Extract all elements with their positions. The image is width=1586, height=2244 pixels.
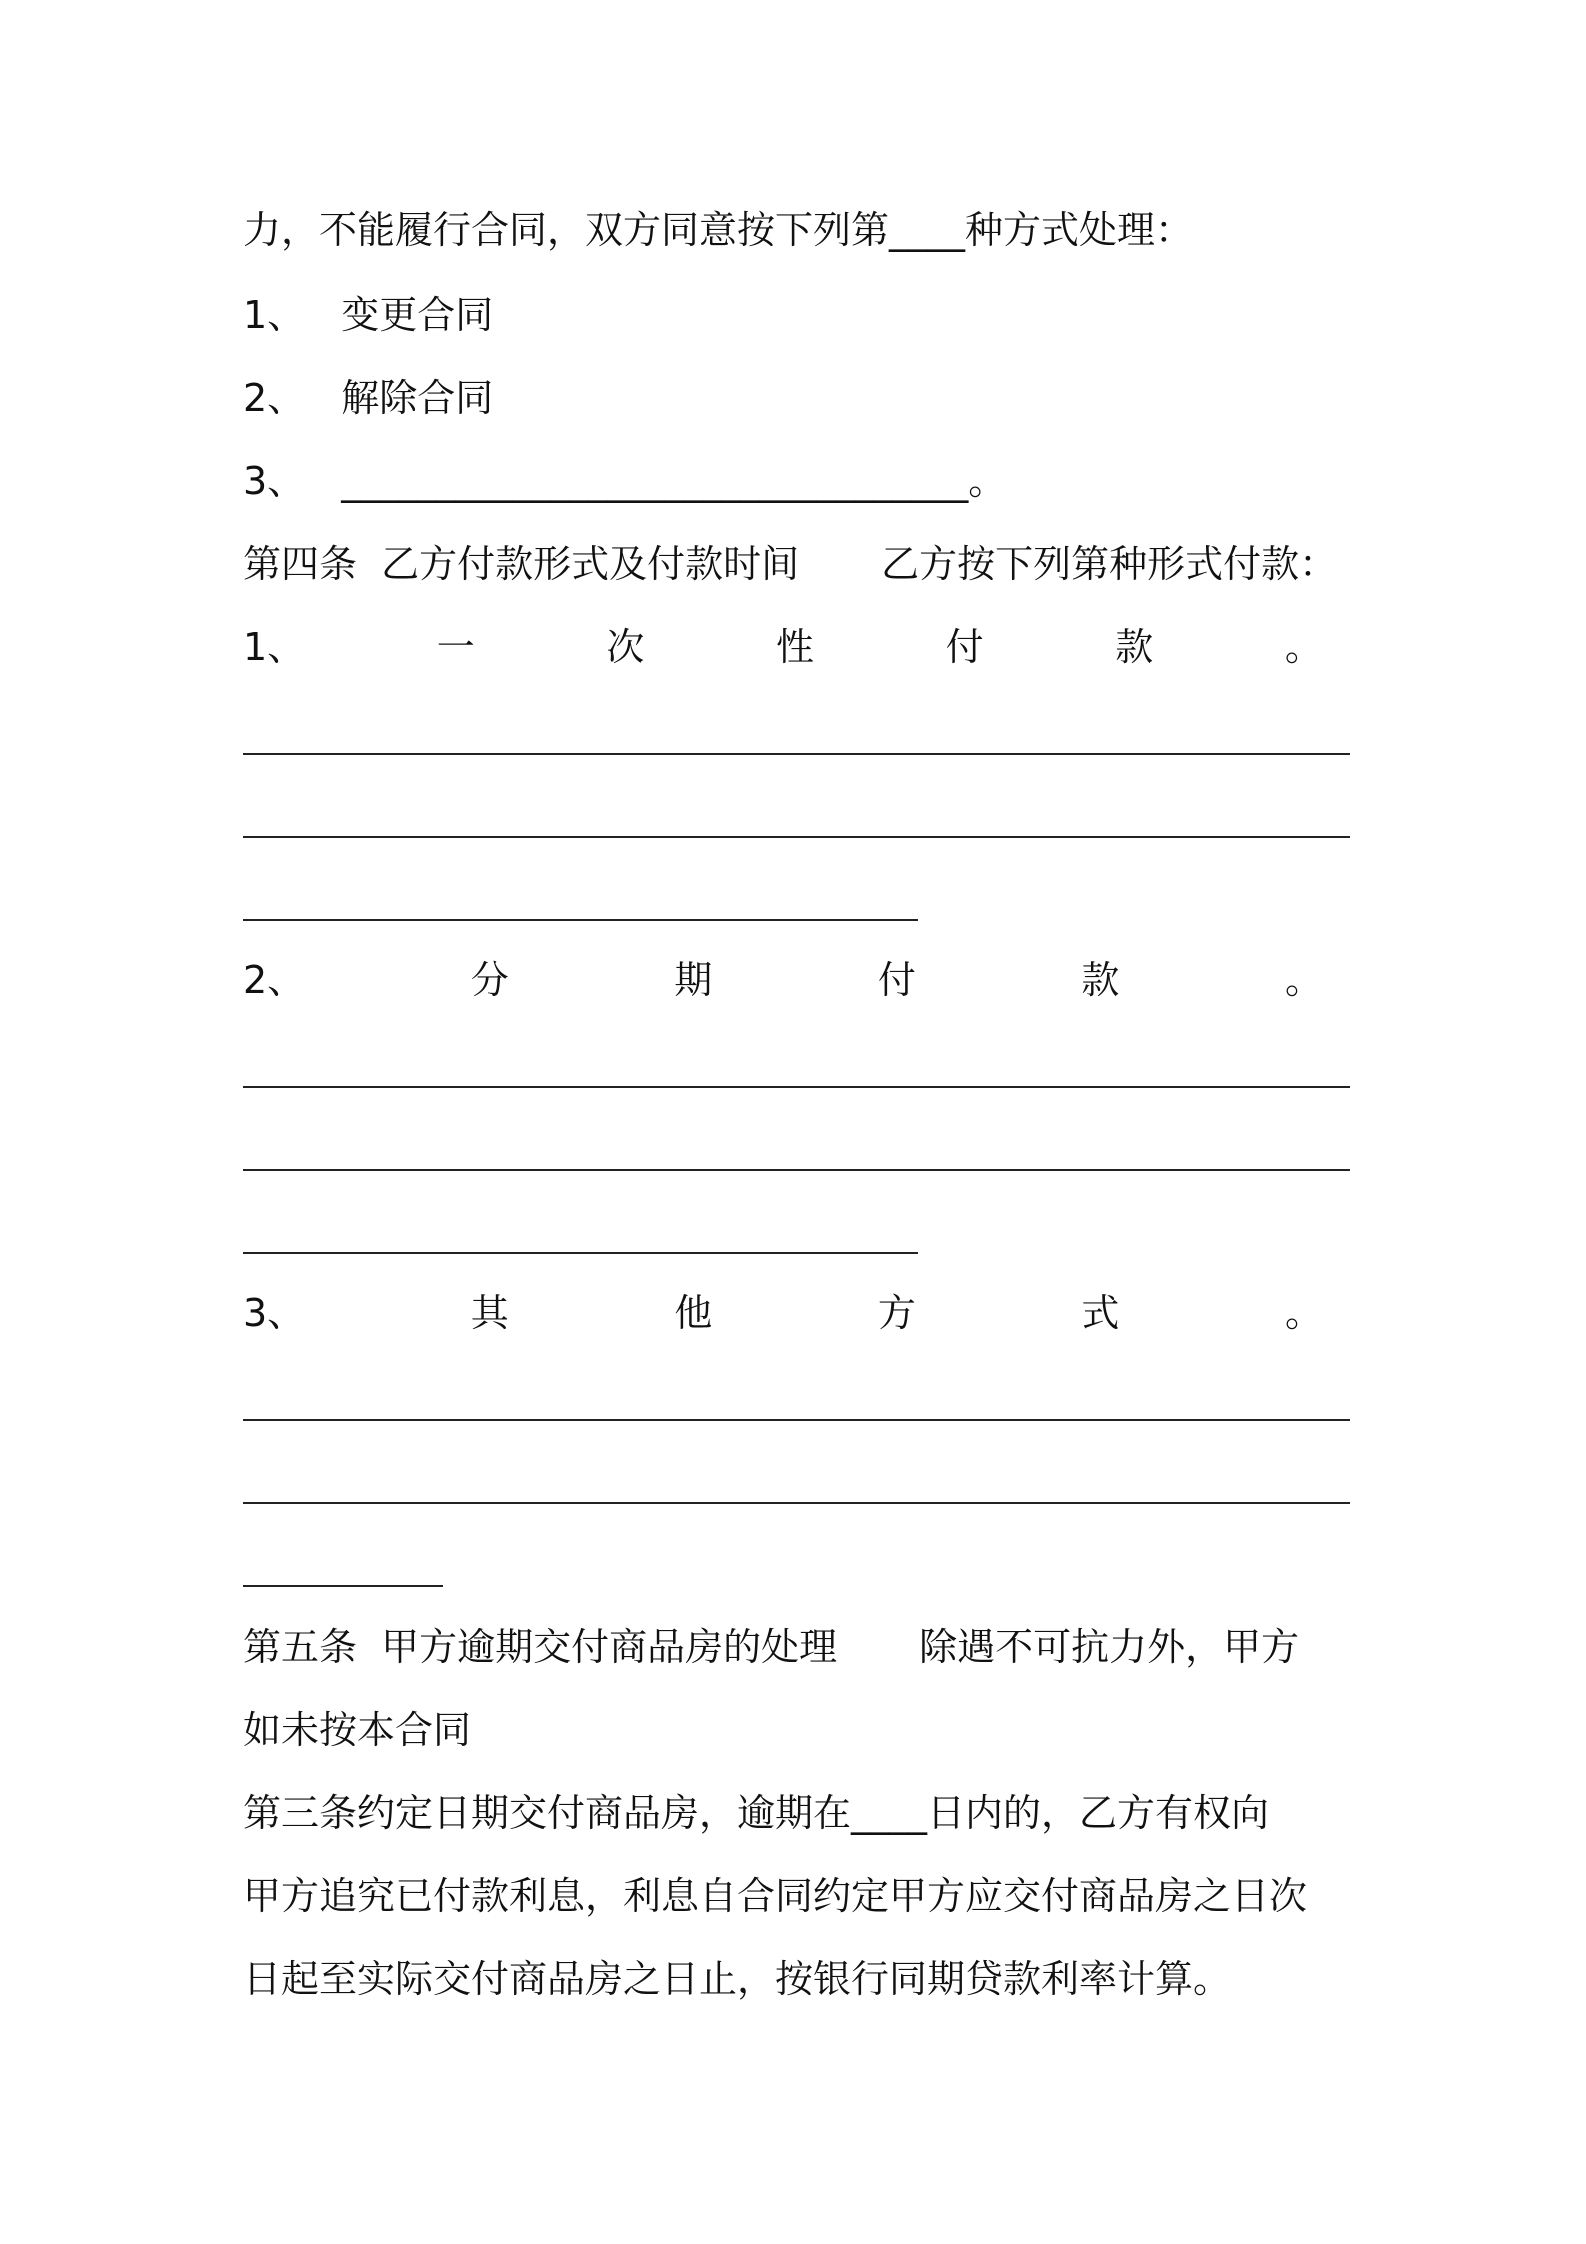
option-2 <box>243 373 1353 423</box>
article4-heading: 第四条 乙方付款形式及付款时间 <box>243 542 800 586</box>
article5-line-5: 日起至实际交付商品房之日止，按银行同期贷款利率计算。 <box>243 1957 1232 2001</box>
option-3 <box>243 456 1353 506</box>
method-1-char-5: 款 <box>1115 625 1154 669</box>
method-1-num: 1、 <box>243 625 306 669</box>
method-1-end: 。 <box>1284 625 1323 669</box>
method-3-char-3: 方 <box>877 1291 916 1335</box>
method-3-char-2: 他 <box>674 1291 713 1335</box>
method-2-char-4: 款 <box>1081 958 1120 1002</box>
method-2-blank-line-2 <box>243 1169 1350 1171</box>
option-1-num: 1、 <box>243 293 306 337</box>
option-3-text: _________________________________。 <box>341 459 1007 503</box>
article5-lead: 除遇不可抗力外，甲方 <box>919 1625 1300 1669</box>
option-2-num: 2、 <box>243 376 306 420</box>
method-2-num: 2、 <box>243 958 306 1002</box>
article5-line-4: 甲方追究已付款利息，利息自合同约定甲方应交付商品房之日次 <box>243 1874 1308 1918</box>
method-2-end: 。 <box>1284 958 1323 1002</box>
method-1-blank-line-1 <box>243 753 1350 755</box>
article5-line-2: 如未按本合同 <box>243 1708 472 1752</box>
article5-heading-line <box>243 1622 1353 1672</box>
article5-heading: 第五条 甲方逾期交付商品房的处理 <box>243 1625 838 1669</box>
method-3-blank-line-3 <box>243 1585 443 1587</box>
method-1-char-3: 性 <box>776 625 815 669</box>
method-2-line <box>243 955 1323 1005</box>
force-majeure-intro: 力，不能履行合同，双方同意按下列第____种方式处理： <box>243 208 1194 252</box>
option-3-num: 3、 <box>243 459 306 503</box>
article5-line-3: 第三条约定日期交付商品房，逾期在____日内的，乙方有权向 <box>243 1791 1270 1835</box>
method-3-blank-line-1 <box>243 1419 1350 1421</box>
article4-heading-line <box>243 539 1353 589</box>
method-2-char-3: 付 <box>877 958 916 1002</box>
option-2-text: 解除合同 <box>341 376 494 420</box>
method-3-num: 3、 <box>243 1291 306 1335</box>
method-3-char-4: 式 <box>1081 1291 1120 1335</box>
method-3-char-1: 其 <box>470 1291 509 1335</box>
method-2-char-1: 分 <box>470 958 509 1002</box>
method-1-char-4: 付 <box>945 625 984 669</box>
method-3-line <box>243 1288 1323 1338</box>
method-3-blank-line-2 <box>243 1502 1350 1504</box>
option-1 <box>243 290 1353 340</box>
method-1-line <box>243 622 1323 672</box>
method-1-char-2: 次 <box>606 625 645 669</box>
method-3-end: 。 <box>1284 1291 1323 1335</box>
method-1-blank-line-3 <box>243 919 918 921</box>
method-2-char-2: 期 <box>674 958 713 1002</box>
method-1-char-1: 一 <box>436 625 475 669</box>
article4-lead: 乙方按下列第种形式付款： <box>881 542 1338 586</box>
method-1-blank-line-2 <box>243 836 1350 838</box>
option-1-text: 变更合同 <box>341 293 494 337</box>
method-2-blank-line-3 <box>243 1252 918 1254</box>
method-2-blank-line-1 <box>243 1086 1350 1088</box>
